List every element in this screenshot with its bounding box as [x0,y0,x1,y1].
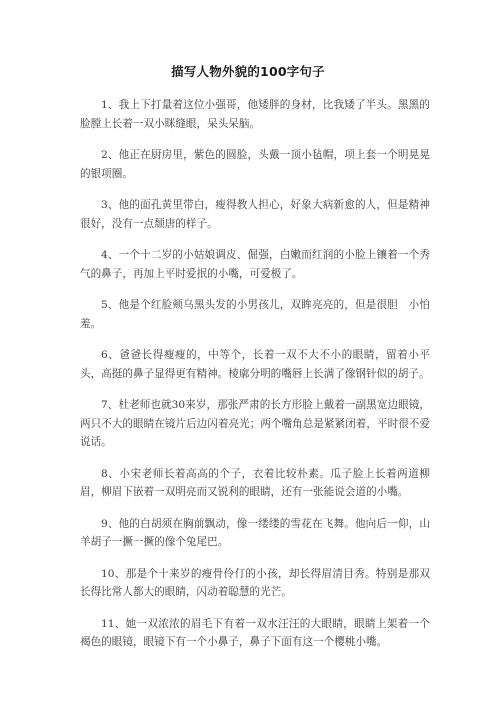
paragraph-1: 1、我上下打量着这位小强哥，他矮胖的身材，比我矮了半头。黑黑的脸膛上长着一双小眯缝眼，呆头呆脑。 [80,99,430,130]
paragraph-10: 10、那是个十来岁的瘦骨伶仃的小孩，却长得眉清目秀。特别是那双长得比常人都大的眼睛，闪动着聪慧的光芒。 [80,567,430,598]
paragraph-4: 4、一个十二岁的小姑娘调皮、倔强，白嫩而红润的小脸上镶着一个秀气的鼻子，再加上平时爱抿的小嘴，可爱极了。 [80,249,430,280]
paragraph-11: 11、她一双浓浓的眉毛下有着一双水汪汪的大眼睛，眼睛上架着一个褐色的眼镜，眼镜下有一个小鼻子，鼻子下面有这一个樱桃小嘴。 [80,617,430,648]
paragraph-6: 6、爸爸长得瘦瘦的，中等个，长着一双不大不小的眼睛，留着小平头，高挺的鼻子显得更有精神。棱廓分明的嘴唇上长满了像钢针似的胡子。 [80,349,430,380]
paragraph-5: 5、他是个红脸颊乌黑头发的小男孩儿，双眸亮亮的，但是很胆 小怕羞。 [80,299,430,330]
paragraph-2: 2、他正在厨房里，紫色的圆脸，头戴一顶小毡帽，项上套一个明晃晃的银项圈。 [80,149,430,180]
paragraph-9: 9、他的白胡须在胸前飘动，像一缕缕的雪花在飞舞。他向后一仰，山羊胡子一撅一撅的像个兔尾巴。 [80,517,430,548]
document-title: 描写人物外貌的100字句子 [171,64,325,79]
paragraph-8: 8、小宋老师长着高高的个子，衣着比较朴素。瓜子脸上长着两道柳眉，柳眉下嵌着一双明亮而又锐利的眼睛，还有一张能说会道的小嘴。 [80,467,430,498]
paragraph-3: 3、他的面孔黄里带白，瘦得教人担心，好象大病新愈的人，但是精神很好，没有一点颓唐的样子。 [80,199,430,230]
paragraph-7: 7、杜老师也就30来岁，那张严肃的长方形脸上戴着一副黑宽边眼镜，两只不大的眼睛在镜片后边闪着亮光；两个嘴角总是紧紧闭着，平时很不爱说话。 [80,399,430,448]
document-body [80,96,430,665]
